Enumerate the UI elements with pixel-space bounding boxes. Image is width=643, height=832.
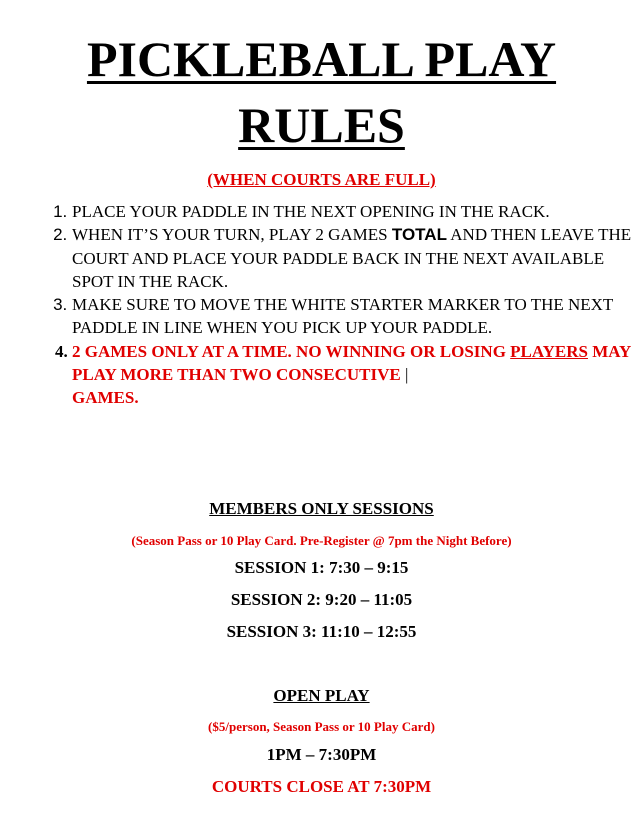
rule-2-text-post: AND THEN LEAVE THE COURT AND PLACE YOUR PADDLE BACK IN THE NEXT AVAILABLE SPOT IN THE RACK. bbox=[72, 225, 632, 291]
rules-list bbox=[38, 200, 643, 410]
rule-4-text-pre: 2 GAMES ONLY AT A TIME. NO WINNING OR LOSING bbox=[72, 341, 511, 361]
session-1: SESSION 1: 7:30 – 9:15 bbox=[234, 558, 409, 577]
rule-item-3 bbox=[72, 293, 643, 340]
rule-4-text-underlined: PLAYERS bbox=[510, 341, 588, 361]
page-title-line-2: RULES bbox=[238, 97, 405, 153]
rule-item-4 bbox=[72, 340, 643, 410]
text-cursor: | bbox=[404, 365, 409, 385]
open-play-note: ($5/person, Season Pass or 10 Play Card) bbox=[208, 719, 435, 734]
rule-4-text-end: GAMES. bbox=[72, 388, 139, 408]
session-2: SESSION 2: 9:20 – 11:05 bbox=[230, 590, 413, 609]
members-note: (Season Pass or 10 Play Card. Pre-Register @ 7pm the Night Before) bbox=[131, 533, 512, 548]
courts-close-notice: COURTS CLOSE AT 7:30PM bbox=[211, 777, 432, 796]
rule-1-text: PLACE YOUR PADDLE IN THE NEXT OPENING IN THE RACK. bbox=[72, 202, 550, 221]
rule-3-text: MAKE SURE TO MOVE THE WHITE STARTER MARKER TO THE NEXT PADDLE IN LINE WHEN YOU PICK UP YOUR PADDLE. bbox=[72, 295, 614, 338]
rule-4-text-post: MAY PLAY MORE THAN TWO CONSECUTIVE bbox=[72, 341, 631, 385]
page-title-line-1: PICKLEBALL PLAY bbox=[86, 31, 557, 87]
rule-item-1 bbox=[72, 200, 643, 223]
rule-2-text-bold: TOTAL bbox=[391, 225, 447, 245]
session-3: SESSION 3: 11:10 – 12:55 bbox=[226, 622, 417, 641]
open-play-heading: OPEN PLAY bbox=[273, 686, 370, 705]
rule-2-text-pre: WHEN IT’S YOUR TURN, PLAY 2 GAMES bbox=[72, 225, 392, 245]
members-heading: MEMBERS ONLY SESSIONS bbox=[209, 499, 434, 518]
subtitle: (WHEN COURTS ARE FULL) bbox=[207, 170, 436, 189]
rule-item-2 bbox=[72, 223, 643, 293]
open-play-time: 1PM – 7:30PM bbox=[266, 745, 377, 764]
